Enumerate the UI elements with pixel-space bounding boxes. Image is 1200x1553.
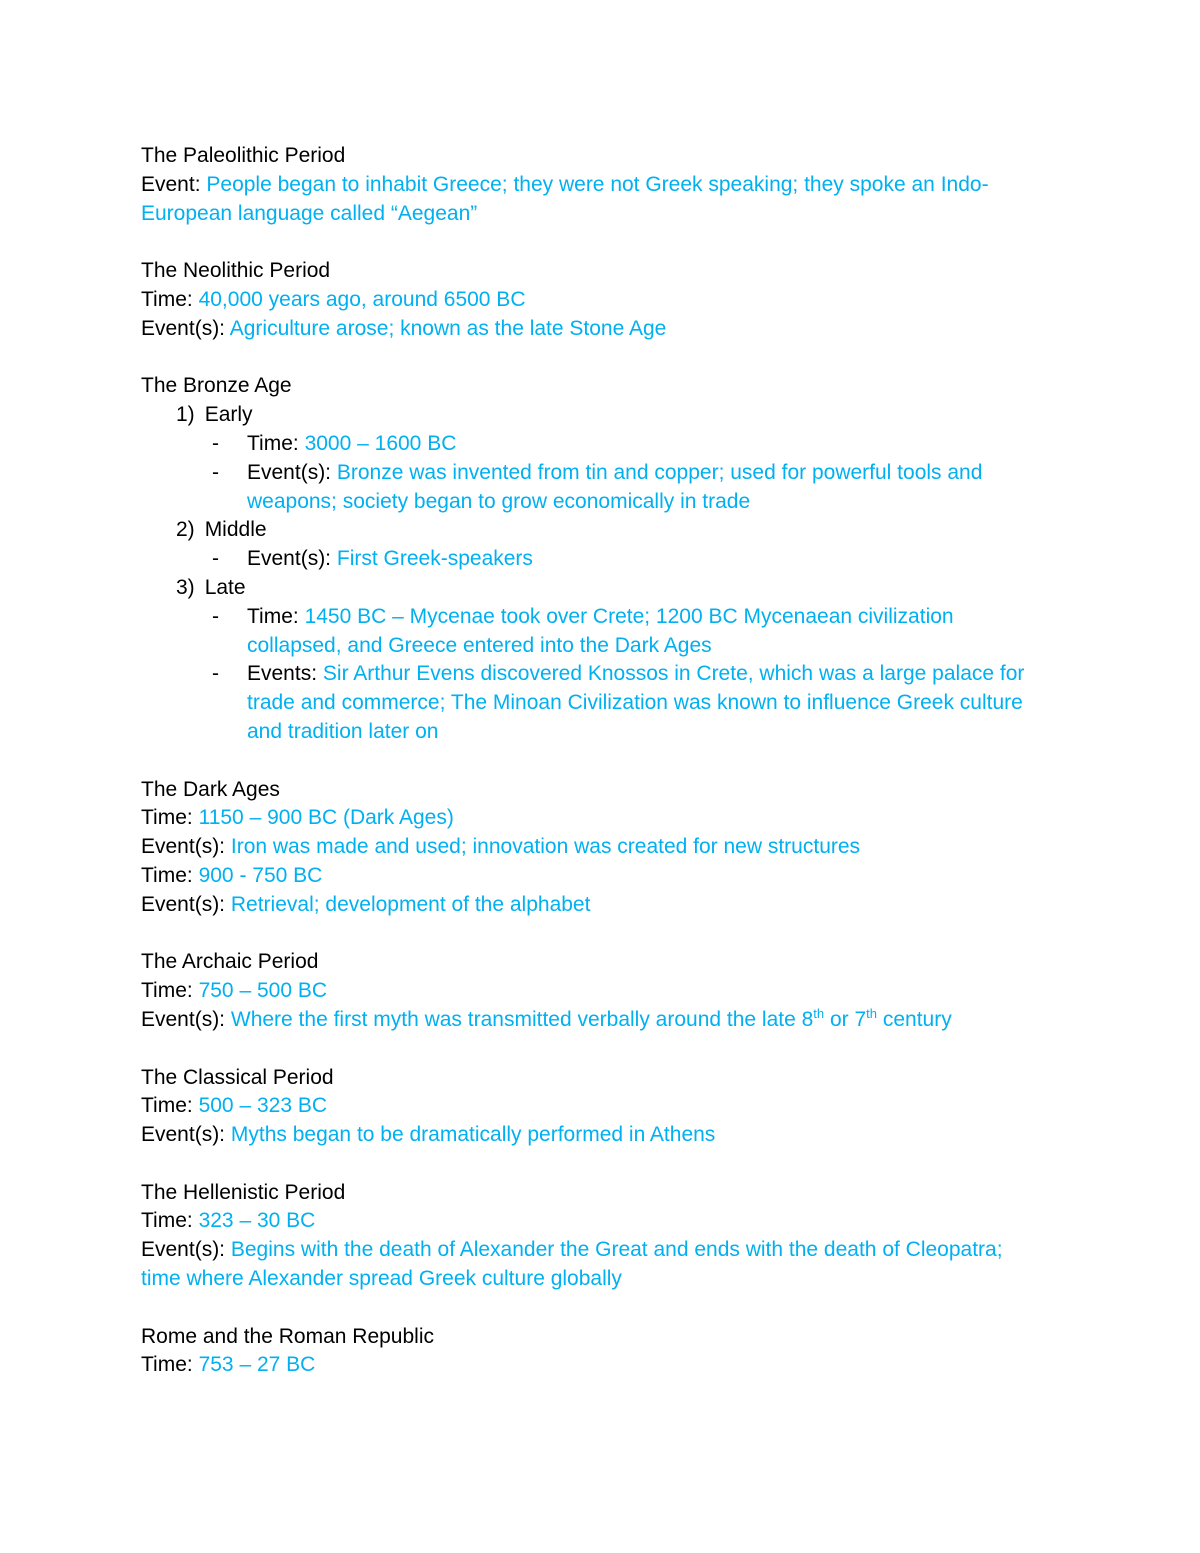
rome-time [141,1351,1061,1380]
event-value: People began to inhabit Greece; they were not Greek speaking; they spoke an Indo- [206,172,989,196]
time-label: Time: [247,431,299,455]
time-value: 323 – 30 BC [198,1209,316,1233]
events-label: Event(s): [141,1007,226,1031]
classical-title: The Classical Period [141,1065,334,1089]
events-label: Events: [247,662,318,686]
events-value: Iron was made and used; innovation was created for new structures [230,835,861,859]
bronze-late-item [141,574,1061,603]
archaic-time [141,977,1061,1006]
time-value: 40,000 years ago, around 6500 BC [198,287,526,311]
dash-bullet: - [212,604,219,628]
dark-events-2 [141,891,1061,920]
events-value [230,1005,952,1031]
time-label: Time: [141,287,193,311]
events-text-2: or 7 [824,1007,867,1031]
neolithic-title: The Neolithic Period [141,259,331,283]
time-label: Time: [247,604,299,628]
document-page [141,142,1061,1380]
archaic-events [141,1006,1061,1035]
dark-events-1 [141,833,1061,862]
time-label: Time: [141,863,193,887]
events-value: Retrieval; development of the alphabet [230,892,591,916]
bronze-early-events-cont: weapons; society began to grow economically in trade [247,489,751,513]
paleolithic-event [141,171,1061,200]
bronze-late-events-cont-2: and tradition later on [247,719,439,743]
neolithic-time [141,286,1061,315]
list-label: Early [204,403,253,427]
classical-time [141,1092,1061,1121]
events-value: Myths began to be dramatically performed in Athens [230,1123,716,1147]
list-number: 3) [176,575,195,599]
time-value: 1450 BC – Mycenae took over Crete; 1200 BC Mycenaean civilization [304,604,954,628]
time-label: Time: [141,1353,193,1377]
time-value: 900 - 750 BC [198,863,323,887]
events-value: Agriculture arose; known as the late Stone Age [229,316,667,340]
time-value: 1150 – 900 BC (Dark Ages) [198,806,454,830]
hellenistic-time [141,1207,1061,1236]
dash-bullet: - [212,460,219,484]
list-number: 2) [176,518,195,542]
time-label: Time: [141,1209,193,1233]
neolithic-events [141,315,1061,344]
bronze-middle-events [141,545,1061,574]
hellenistic-title: The Hellenistic Period [141,1180,346,1204]
time-label: Time: [141,979,193,1003]
event-label: Event: [141,172,201,196]
bronze-middle-item [141,516,1061,545]
superscript: th [866,1005,878,1021]
bronze-early-item [141,401,1061,430]
bronze-late-events-cont-1: trade and commerce; The Minoan Civilization was known to influence Greek culture [247,691,1023,715]
events-label: Event(s): [141,1238,226,1262]
bronze-early-events [141,459,1061,488]
time-label: Time: [141,1094,193,1118]
list-label: Middle [204,518,267,542]
events-value: First Greek-speakers [336,547,533,571]
time-value: 750 – 500 BC [198,979,328,1003]
events-label: Event(s): [141,835,226,859]
events-label: Event(s): [247,460,332,484]
dark-time-1 [141,804,1061,833]
bronze-early-time [141,430,1061,459]
bronze-title: The Bronze Age [141,374,292,398]
events-label: Event(s): [247,547,332,571]
events-text-3: century [877,1007,952,1031]
dash-bullet: - [212,431,219,455]
events-label: Event(s): [141,1123,226,1147]
time-label: Time: [141,806,193,830]
bronze-late-time-cont: collapsed, and Greece entered into the Dark Ages [247,633,712,657]
events-label: Event(s): [141,892,226,916]
bronze-late-time [141,603,1061,632]
dark-time-2 [141,862,1061,891]
events-label: Event(s): [141,316,226,340]
dark-title: The Dark Ages [141,777,280,801]
list-number: 1) [176,403,195,427]
paleolithic-title: The Paleolithic Period [141,144,346,167]
hellenistic-events-cont: time where Alexander spread Greek culture globally [141,1267,622,1291]
dash-bullet: - [212,662,219,686]
time-value: 3000 – 1600 BC [304,431,457,455]
list-label: Late [204,575,246,599]
superscript: th [813,1005,825,1021]
dash-bullet: - [212,547,219,571]
events-value: Sir Arthur Evens discovered Knossos in Crete, which was a large palace for [322,662,1025,686]
rome-title: Rome and the Roman Republic [141,1324,434,1348]
archaic-title: The Archaic Period [141,950,319,974]
paleolithic-event-cont: European language called “Aegean” [141,201,478,225]
events-value: Bronze was invented from tin and copper; used for powerful tools and [336,460,983,484]
hellenistic-events [141,1236,1061,1265]
events-text-1: Where the first myth was transmitted verbally around the late 8 [230,1007,814,1031]
events-value: Begins with the death of Alexander the Great and ends with the death of Cleopatra; [230,1238,1003,1262]
classical-events [141,1121,1061,1150]
bronze-late-events [141,660,1061,689]
time-value: 753 – 27 BC [198,1353,316,1377]
time-value: 500 – 323 BC [198,1094,328,1118]
